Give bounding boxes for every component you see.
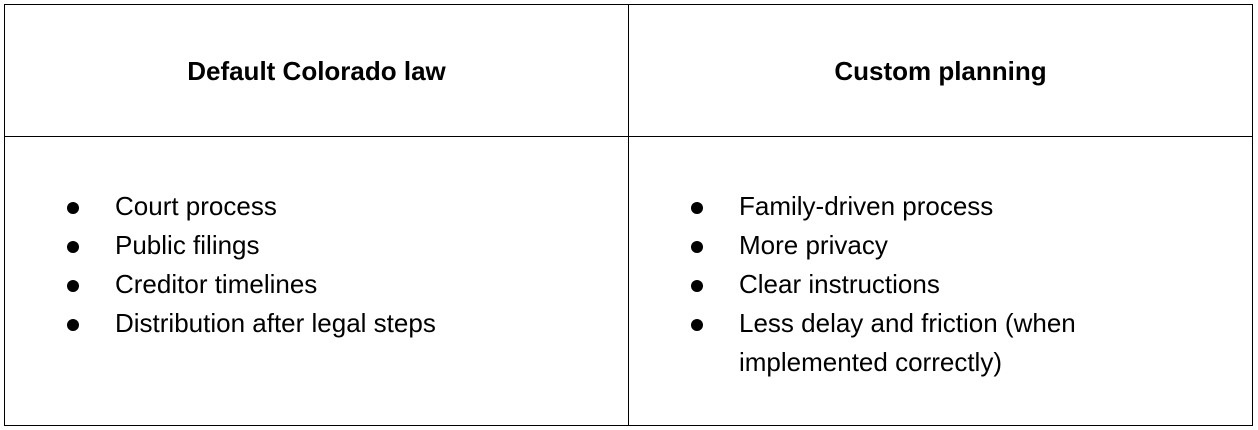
header-cell-default — [5, 5, 629, 137]
default-law-list — [5, 137, 628, 343]
list-item-text: Distribution after legal steps — [115, 308, 436, 338]
body-row — [5, 137, 1253, 426]
header-default-colorado-law: Default Colorado law — [187, 55, 446, 86]
list-item — [629, 187, 1252, 226]
bullet-icon — [67, 319, 79, 331]
custom-planning-cell — [629, 137, 1253, 426]
list-item-text: More privacy — [739, 230, 888, 260]
header-cell-custom — [629, 5, 1253, 137]
list-item — [5, 304, 628, 343]
header-custom-planning: Custom planning — [834, 55, 1047, 86]
bullet-icon — [67, 202, 79, 214]
list-item — [629, 304, 1252, 382]
list-item — [629, 226, 1252, 265]
header-row — [5, 5, 1253, 137]
bullet-icon — [67, 241, 79, 253]
list-item-text: Creditor timelines — [115, 269, 318, 299]
custom-planning-list — [629, 137, 1252, 382]
list-item-text: Less delay and friction (when implemented correctly) — [739, 308, 1076, 377]
bullet-icon — [691, 241, 703, 253]
comparison-table — [4, 4, 1253, 426]
bullet-icon — [67, 280, 79, 292]
list-item-text: Public filings — [115, 230, 260, 260]
list-item-text: Family-driven process — [739, 191, 994, 221]
list-item — [629, 265, 1252, 304]
list-item — [5, 226, 628, 265]
list-item-text: Court process — [115, 191, 277, 221]
bullet-icon — [691, 319, 703, 331]
default-law-cell — [5, 137, 629, 426]
list-item-text: Clear instructions — [739, 269, 940, 299]
bullet-icon — [691, 202, 703, 214]
list-item — [5, 187, 628, 226]
list-item — [5, 265, 628, 304]
bullet-icon — [691, 280, 703, 292]
